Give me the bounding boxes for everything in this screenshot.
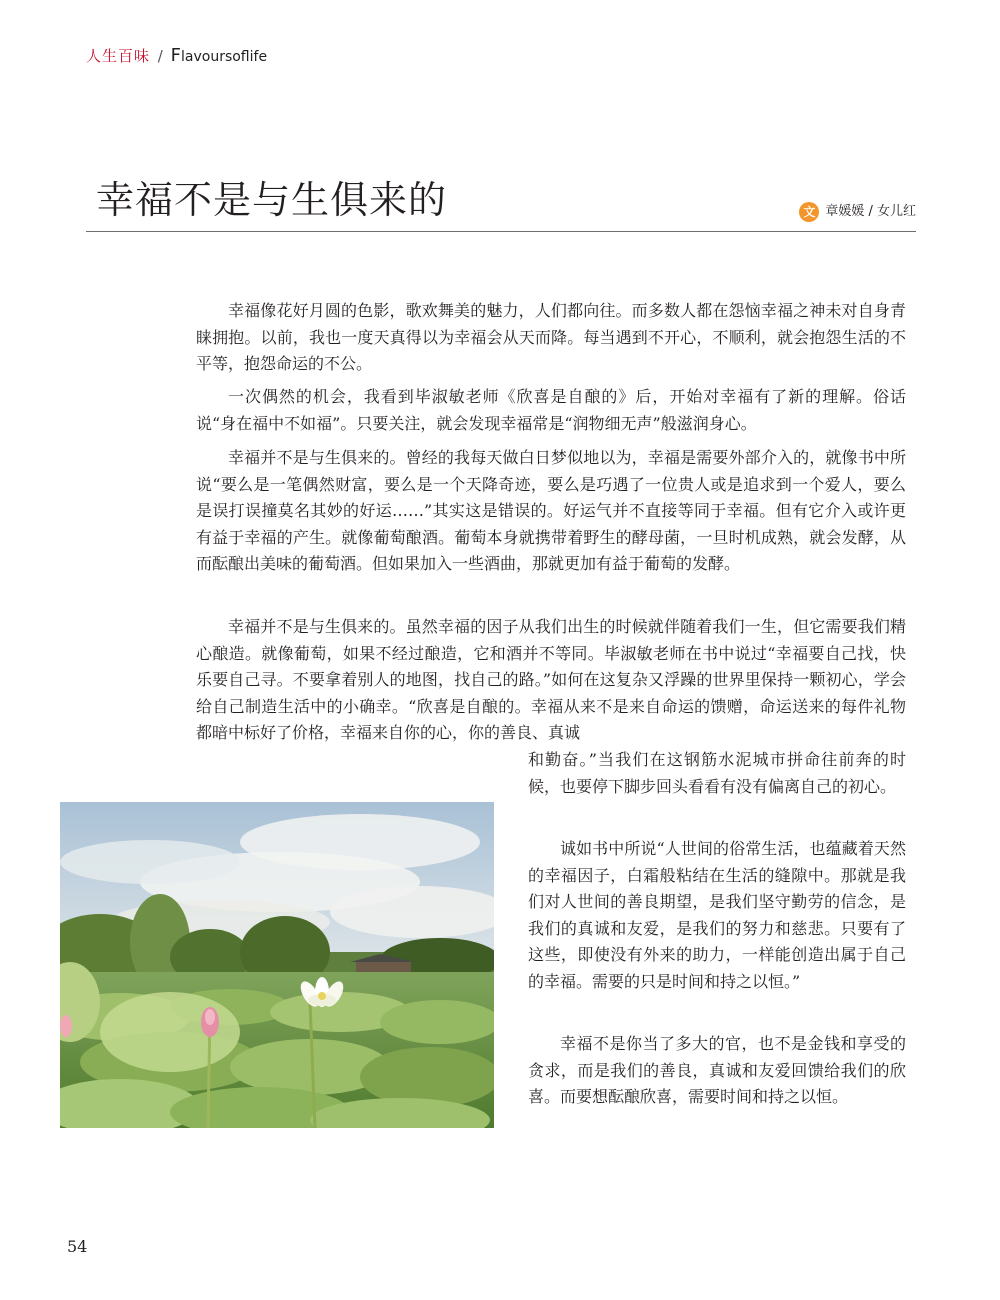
paragraph-3: 幸福并不是与生俱来的。曾经的我每天做白日梦似地以为，幸福是需要外部介入的，就像书中所说“要么是一笔偶然财富，要么是一个天降奇迹，要么是巧遇了一位贵人或是追求到一个爱人，要么是误打误撞莫名其妙的好运……”其实这是错误的。好运气并不直接等同于幸福。但有它介入或许更有益于幸福的产生。就像葡萄酿酒。葡萄本身就携带着野生的酵母菌，一旦时机成熟，就会发酵，从而酝酿出美味的葡萄酒。但如果加入一些酒曲，那就更加有益于葡萄的发酵。 — [196, 448, 906, 573]
article-title: 幸福不是与生俱来的 — [96, 178, 448, 222]
author-badge-icon: 文 — [799, 202, 819, 222]
page-number: 54 — [67, 1237, 88, 1256]
paragraph-2: 一次偶然的机会，我看到毕淑敏老师《欣喜是自酿的》后，开始对幸福有了新的理解。俗话说“身在福中不如福”。只要关注，就会发现幸福常是“润物细无声”般滋润身心。 — [196, 387, 906, 433]
paragraph-4: 幸福并不是与生俱来的。虽然幸福的因子从我们出生的时候就伴随着我们一生，但它需要我们精心酿造。就像葡萄，如果不经过酿造，它和酒并不等同。毕淑敏老师在书中说过“幸福要自己找，快乐要自己寻。不要拿着别人的地图，找自己的路。”如何在这复杂又浮躁的世界里保持一颗初心，学会给自己制造生活中的小确幸。“欣喜是自酿的。幸福从来不是来自命运的馈赠，命运送来的每件礼物都暗中标好了价格，幸福来自你的心，你的善良、真诚 — [196, 617, 906, 742]
section-label-chinese: 人生百味 — [86, 47, 151, 65]
paragraph-6: 幸福不是你当了多大的官，也不是金钱和享受的贪求，而是我们的善良，真诚和友爱回馈给我们的欣喜。而要想酝酿欣喜，需要时间和持之以恒。 — [528, 1034, 906, 1106]
author-name: 章媛媛 / 女儿红 — [825, 204, 916, 219]
section-header — [86, 46, 267, 67]
section-label-english: lavoursoflife — [181, 49, 268, 65]
title-divider — [86, 231, 916, 232]
section-separator: / — [157, 47, 163, 65]
paragraph-1: 幸福像花好月圆的色影，歌欢舞美的魅力，人们都向往。而多数人都在怨恼幸福之神未对自身青睐拥抱。以前，我也一度天真得以为幸福会从天而降。每当遇到不开心，不顺利，就会抱怨生活的不平等，抱怨命运的不公。 — [196, 301, 906, 373]
paragraph-4-continued: 和勤奋。”当我们在这钢筋水泥城市拼命往前奔的时候，也要停下脚步回头看看有没有偏离自己的初心。 — [528, 750, 906, 796]
lotus-pond-photo — [60, 802, 494, 1128]
byline — [799, 202, 916, 222]
paragraph-5: 诚如书中所说“人世间的俗常生活，也蕴藏着天然的幸福因子，白霜般粘结在生活的缝隙中。那就是我们对人世间的善良期望，是我们坚守勤劳的信念，是我们的真诚和友爱，是我们的努力和慈悲。只要有了这些，即使没有外来的助力，一样能创造出属于自己的幸福。需要的只是时间和持之以恒。” — [528, 839, 906, 991]
section-label-english-initial: F — [170, 45, 181, 66]
